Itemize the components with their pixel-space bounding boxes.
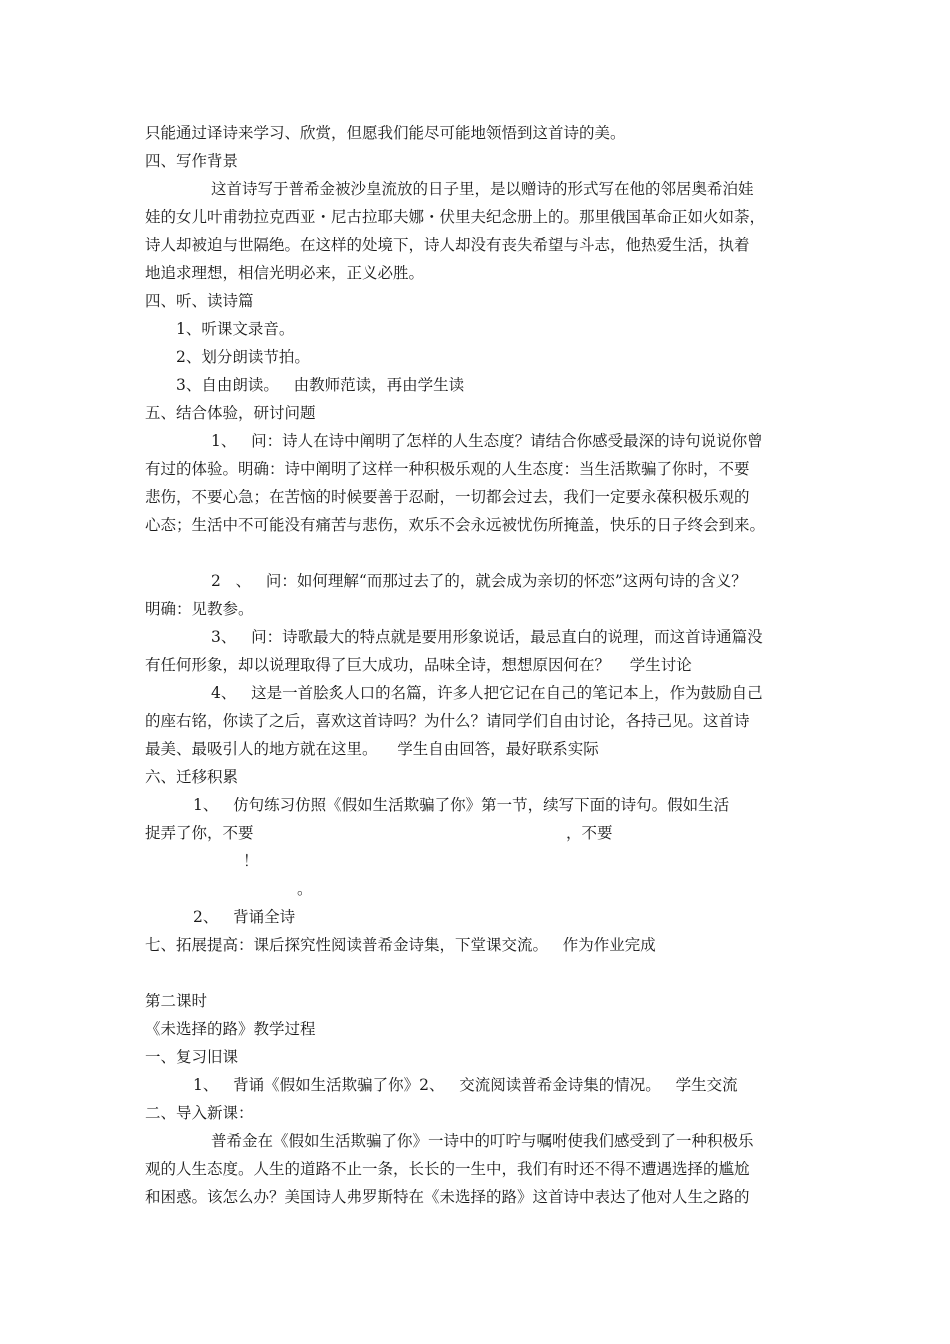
question-line: 4、 这是一首脍炙人口的名篇，许多人把它记在自己的笔记本上，作为鼓励自己 bbox=[211, 684, 763, 702]
paragraph-line: 悲伤，不要心急；在苦恼的时候要善于忍耐，一切都会过去，我们一定要永葆积极乐观的 bbox=[145, 488, 750, 506]
paragraph-line: 明确：见教参。 bbox=[145, 600, 254, 618]
question-line: 3、 问：诗歌最大的特点就是要用形象说话，最忌直白的说理，而这首诗通篇没 bbox=[211, 628, 763, 646]
fill-blank-line: 。 bbox=[297, 880, 313, 898]
section-heading: 二、导入新课： bbox=[145, 1104, 254, 1122]
paragraph-line: 和困惑。该怎么办？美国诗人弗罗斯特在《未选择的路》这首诗中表达了他对人生之路的 bbox=[145, 1188, 750, 1206]
paragraph-line: 这首诗写于普希金被沙皇流放的日子里，是以赠诗的形式写在他的邻居奥希泊娃 bbox=[211, 180, 754, 198]
section-heading: 一、复习旧课 bbox=[145, 1048, 239, 1066]
paragraph-line: 诗人却被迫与世隔绝。在这样的处境下，诗人却没有丧失希望与斗志，他热爱生活，执着 bbox=[145, 236, 750, 254]
list-item: 1、 仿句练习仿照《假如生活欺骗了你》第一节，续写下面的诗句。假如生活 bbox=[193, 796, 730, 814]
paragraph-line: 有过的体验。明确：诗中阐明了这样一种积极乐观的人生态度：当生活欺骗了你时，不要 bbox=[145, 460, 750, 478]
section-heading: 五、结合体验，研讨问题 bbox=[145, 404, 316, 422]
fill-blank-line: ！ bbox=[243, 852, 259, 870]
paragraph-line: 娃的女儿叶甫勃拉克西亚・尼古拉耶夫娜・伏里夫纪念册上的。那里俄国革命正如火如荼， bbox=[145, 208, 766, 226]
list-item: 1、听课文录音。 bbox=[176, 320, 295, 338]
section-heading: 四、写作背景 bbox=[145, 152, 239, 170]
fill-blank-line: 捉弄了你，不要 bbox=[145, 824, 254, 842]
section-heading: 七、拓展提高：课后探究性阅读普希金诗集，下堂课交流。 作为作业完成 bbox=[145, 936, 656, 954]
list-item: 1、 背诵《假如生活欺骗了你》2、 交流阅读普希金诗集的情况。 学生交流 bbox=[193, 1076, 738, 1094]
section-heading: 六、迁移积累 bbox=[145, 768, 239, 786]
paragraph-line: 观的人生态度。人生的道路不止一条，长长的一生中，我们有时还不得不遭遇选择的尴尬 bbox=[145, 1160, 750, 1178]
paragraph-line: 地追求理想，相信光明必来，正义必胜。 bbox=[145, 264, 425, 282]
paragraph-line: 只能通过译诗来学习、欣赏，但愿我们能尽可能地领悟到这首诗的美。 bbox=[145, 124, 626, 142]
lesson-heading: 第二课时 bbox=[145, 992, 208, 1010]
list-item: 3、自由朗读。 由教师范读，再由学生读 bbox=[176, 376, 465, 394]
question-line: 1、 问：诗人在诗中阐明了怎样的人生态度？请结合你感受最深的诗句说说你曾 bbox=[211, 432, 763, 450]
paragraph-line: 的座右铭，你读了之后，喜欢这首诗吗？为什么？请同学们自由讨论，各持己见。这首诗 bbox=[145, 712, 750, 730]
list-item: 2、 背诵全诗 bbox=[193, 908, 296, 926]
paragraph-line: 最美、最吸引人的地方就在这里。 学生自由回答，最好联系实际 bbox=[145, 740, 599, 758]
list-item: 2、划分朗读节拍。 bbox=[176, 348, 310, 366]
paragraph-line: 有任何形象，却以说理取得了巨大成功，品味全诗，想想原因何在？ 学生讨论 bbox=[145, 656, 692, 674]
paragraph-line: 普希金在《假如生活欺骗了你》一诗中的叮咛与嘱咐使我们感受到了一种积极乐 bbox=[211, 1132, 754, 1150]
section-heading: 四、听、读诗篇 bbox=[145, 292, 254, 310]
paragraph-line: 心态；生活中不可能没有痛苦与悲伤，欢乐不会永远被忧伤所掩盖，快乐的日子终会到来。 bbox=[145, 516, 766, 534]
question-line: 2 、 问：如何理解“而那过去了的，就会成为亲切的怀恋”这两句诗的含义？ bbox=[211, 572, 747, 590]
lesson-title: 《未选择的路》教学过程 bbox=[145, 1020, 316, 1038]
fill-blank-line: ，不要 bbox=[566, 824, 613, 842]
